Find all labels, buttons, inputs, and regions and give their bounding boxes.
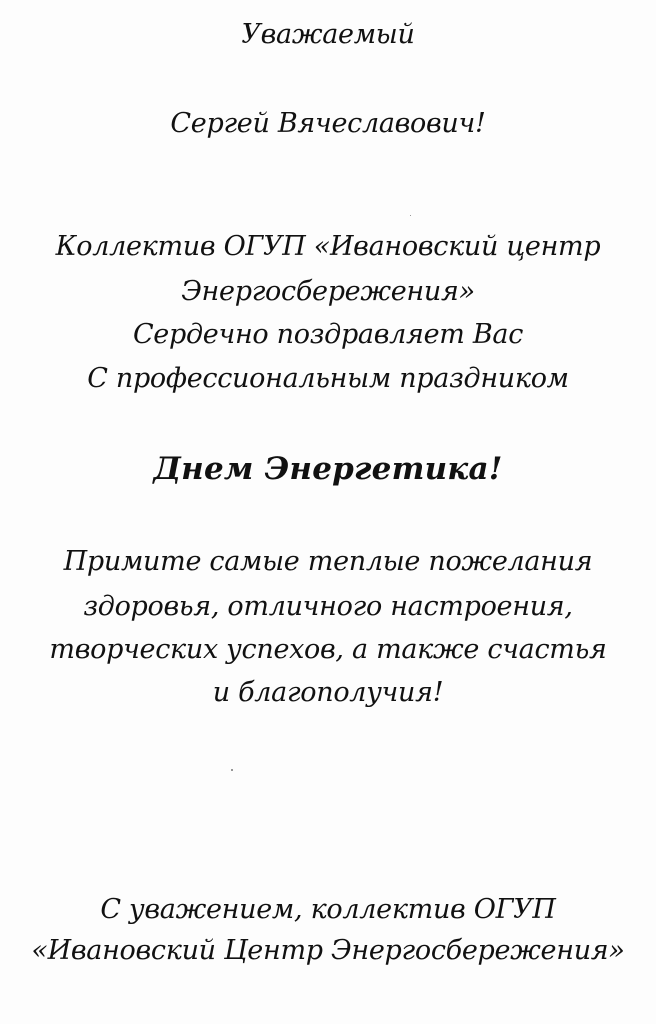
scan-speck	[231, 769, 233, 771]
wishes-line-3: творческих успехов, а также счастья	[49, 634, 607, 665]
greeting-line-2: Энергосбережения»	[181, 276, 475, 307]
greeting-line-4: С профессиональным праздником	[87, 363, 569, 394]
greeting-line-3: Сердечно поздравляет Вас	[132, 319, 524, 350]
salutation-line-1: Уважаемый	[241, 19, 415, 50]
wishes-line-4: и благополучия!	[212, 677, 444, 708]
wishes-line-2: здоровья, отличного настроения,	[83, 591, 573, 622]
holiday-title: Днем Энергетика!	[153, 451, 503, 487]
salutation-line-2: Сергей Вячеславович!	[170, 108, 486, 139]
signature-line-1: С уважением, коллектив ОГУП	[100, 894, 556, 925]
greeting-line-1: Коллектив ОГУП «Ивановский центр	[55, 231, 601, 262]
scan-speck	[410, 215, 411, 216]
wishes-line-1: Примите самые теплые пожелания	[63, 546, 593, 577]
signature-line-2: «Ивановский Центр Энергосбережения»	[31, 935, 625, 966]
